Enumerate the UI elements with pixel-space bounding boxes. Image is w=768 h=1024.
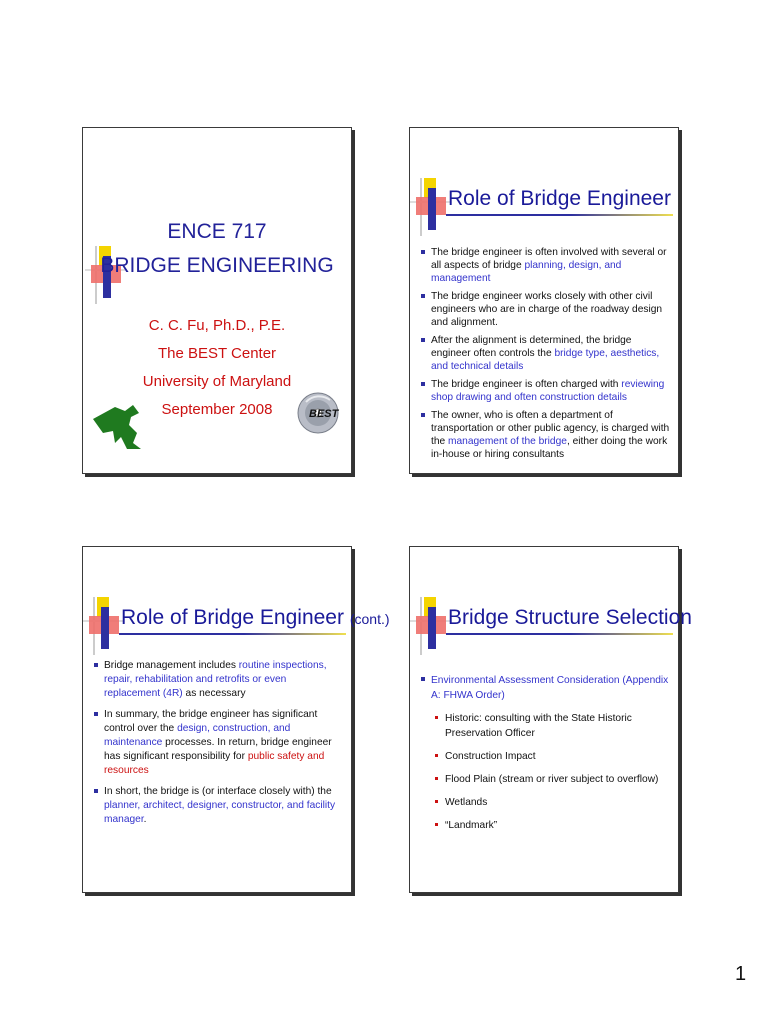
author-name: C. C. Fu, Ph.D., P.E. xyxy=(148,317,286,334)
title-underline xyxy=(119,633,346,635)
sub-list-item: “Landmark” xyxy=(434,818,670,833)
slide-bridge-structure-selection xyxy=(409,546,692,893)
slide-title-text: Bridge Structure Selection xyxy=(448,606,692,629)
slide-role-of-bridge-engineer-cont xyxy=(82,546,390,893)
sub-list-item: Flood Plain (stream or river subject to overflow) xyxy=(434,772,670,787)
bullet-list xyxy=(420,673,670,841)
page-number: 1 xyxy=(735,963,747,985)
list-item: The bridge engineer is often involved with several or all aspects of bridge planning, design, and management xyxy=(420,246,670,285)
list-item: The bridge engineer is often charged with reviewing shop drawing and often construction details xyxy=(420,378,670,404)
bullet-list xyxy=(420,246,670,466)
title-underline xyxy=(446,214,673,216)
list-item: Bridge management includes routine inspections, repair, rehabilitation and retrofits or even replacement (4R) as necessary xyxy=(93,659,343,701)
course-code: ENCE 717 xyxy=(167,220,267,243)
list-item: The owner, who is often a department of transportation or other public agency, is charged with the management of the bridge, either doing the work in-house or hiring consultants xyxy=(420,409,670,461)
university-name: University of Maryland xyxy=(142,373,292,390)
list-item: In summary, the bridge engineer has significant control over the design, construction, and maintenance processes. In return, bridge engineer has significant responsibility for public safety and resources xyxy=(93,708,343,778)
sub-list-item: Historic: consulting with the State Historic Preservation Officer xyxy=(434,711,670,741)
maryland-map-icon xyxy=(93,403,155,451)
title-underline xyxy=(446,633,673,635)
sub-list-item: Wetlands xyxy=(434,795,670,810)
center-name: The BEST Center xyxy=(157,345,277,362)
decorative-blocks-logo xyxy=(416,597,446,655)
list-item: After the alignment is determined, the bridge engineer often controls the bridge type, aesthetics, and technical details xyxy=(420,334,670,373)
presentation-date: September 2008 xyxy=(161,401,273,418)
slide-title xyxy=(82,127,352,474)
slide-title-text: Role of Bridge Engineer xyxy=(448,187,671,210)
list-item: Environmental Assessment Consideration (Appendix A: FHWA Order) xyxy=(420,673,670,703)
best-logo-text: BEST xyxy=(309,408,339,420)
sub-list-item: Construction Impact xyxy=(434,749,670,764)
course-subject: BRIDGE ENGINEERING xyxy=(100,254,334,277)
list-item: In short, the bridge is (or interface closely with) the planner, architect, designer, constructor, and facility manager. xyxy=(93,785,343,827)
decorative-blocks-logo xyxy=(89,597,119,655)
decorative-blocks-logo xyxy=(416,178,446,236)
slide-title-text: Role of Bridge Engineer (cont.) xyxy=(121,606,390,629)
list-item: The bridge engineer works closely with other civil engineers who are in charge of the roadway design and alignment. xyxy=(420,290,670,329)
bullet-list xyxy=(93,659,343,832)
slide-role-of-bridge-engineer xyxy=(409,127,679,474)
title-suffix: (cont.) xyxy=(349,611,390,627)
